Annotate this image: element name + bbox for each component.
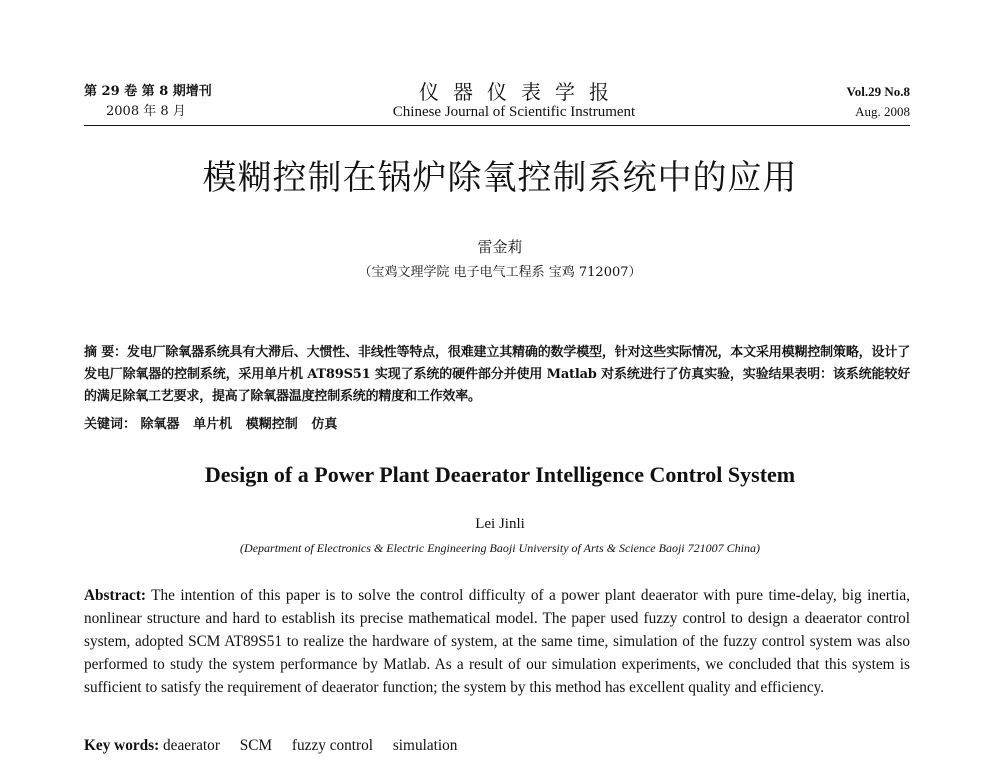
abstract-en-label: Abstract: — [84, 587, 147, 604]
keywords-en — [84, 736, 910, 756]
date-en: Aug. 2008 — [855, 104, 910, 119]
keyword-cn: 模糊控制 — [245, 417, 298, 432]
paper-title-cn: 模糊控制在锅炉除氧控制系统中的应用 — [202, 158, 798, 198]
keyword-en: simulation — [392, 737, 458, 754]
author-en: Lei Jinli — [475, 516, 525, 532]
keyword-cn: 单片机 — [193, 417, 233, 432]
affiliation-cn: （宝鸡文理学院 电子电气工程系 宝鸡 712007） — [358, 265, 642, 280]
abstract-en — [84, 584, 910, 699]
abstract-cn — [84, 342, 910, 408]
header-center — [364, 82, 664, 122]
journal-header — [84, 82, 910, 124]
paper-title-en: Design of a Power Plant Deaerator Intelligence Control System — [204, 462, 796, 487]
keyword-en: fuzzy control — [291, 737, 374, 754]
journal-name-en: Chinese Journal of Scientific Instrument — [392, 104, 636, 120]
keyword-en: deaerator — [163, 737, 220, 754]
header-right — [847, 82, 910, 122]
abstract-cn-text: 发电厂除氧器系统具有大滞后、大惯性、非线性等特点，很难建立其精确的数学模型，针对这些实际情况，本文采用模糊控制策略，设计了发电厂除氧器的控制系统，采用单片机 AT89S51 实现了系统的硬件部分并使用 Matlab 对系统进行了仿真实验，实验结果表明：该系统能较好的满足除氧工艺要求，提高了除氧器温度控制系统的精度和工作效率。 — [84, 345, 910, 404]
volume-en: Vol.29 No.8 — [846, 84, 910, 99]
header-rule — [84, 125, 910, 126]
abstract-en-text: The intention of this paper is to solve the control difficulty of a power plant deaerator with pure time-delay, big inertia, nonlinear structure and hard to establish its precise mathematical model. The paper used fuzzy control to design a deaerator control system, adopted SCM AT89S51 to realize the hardware of system, at the same time, simulation of the fuzzy control system was also performed to study the system performance by Matlab. As a result of our simulation experiments, we concluded that this system is sufficient to satisfy the requirement of deaerator function; the system by this method has excellent quality and efficiency. — [84, 587, 910, 696]
keywords-en-label: Key words: — [84, 737, 160, 754]
abstract-cn-label: 摘 要： — [84, 345, 127, 360]
keywords-cn-label: 关键词： — [84, 417, 137, 432]
keyword-cn: 仿真 — [311, 417, 338, 432]
keywords-cn — [84, 413, 910, 432]
header-left — [84, 82, 212, 122]
affiliation-en: (Department of Electronics & Electric Engineering Baoji University of Arts & Science Baoji 721007 China) — [240, 541, 760, 555]
volume-issue-cn: 第 29 卷 第 8 期增刊 — [84, 84, 212, 99]
keyword-cn: 除氧器 — [140, 417, 180, 432]
journal-name-cn: 仪器仪表学报 — [419, 80, 623, 104]
date-cn: 2008 年 8 月 — [106, 104, 186, 119]
keyword-en: SCM — [239, 737, 273, 754]
author-cn: 雷金莉 — [477, 238, 523, 256]
